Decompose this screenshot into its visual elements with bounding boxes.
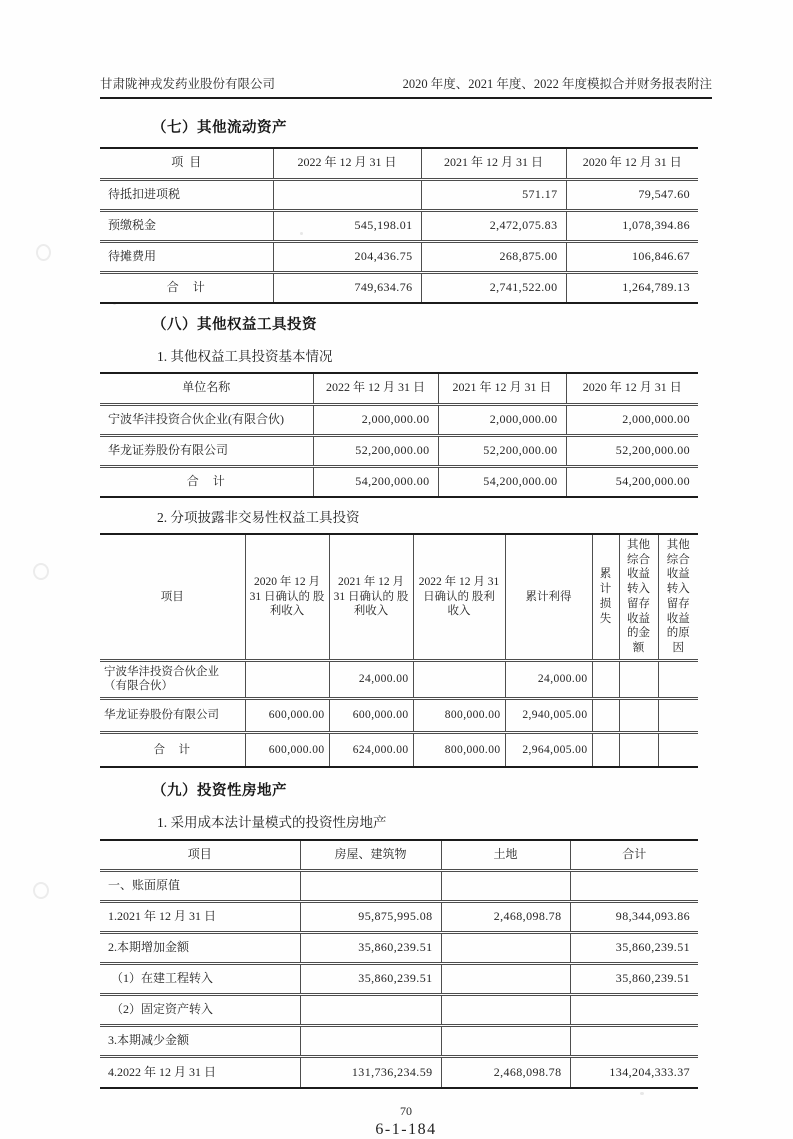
cell-value: 600,000.00	[245, 699, 329, 733]
cell-value: 24,000.00	[329, 660, 413, 698]
column-header: 2020 年 12 月 31 日	[566, 373, 698, 404]
section-heading-8: （八）其他权益工具投资	[152, 317, 317, 333]
section-heading-7: （七）其他流动资产	[152, 120, 287, 136]
cell-value	[441, 871, 570, 902]
cell-value: 2,472,075.83	[421, 210, 566, 241]
column-header: 2021 年 12 月 31 日确认的 股利收入	[329, 534, 413, 660]
page-number: 70	[400, 1103, 412, 1118]
table-row	[100, 179, 698, 210]
table-row	[100, 435, 698, 466]
company-name: 甘肃陇神戎发药业股份有限公司	[100, 77, 276, 91]
table-row	[100, 404, 698, 435]
cell-value	[273, 179, 421, 210]
table-row	[100, 1026, 698, 1057]
row-label: 华龙证券股份有限公司	[100, 435, 313, 466]
column-header: 2021 年 12 月 31 日	[421, 148, 566, 179]
document-header	[100, 74, 712, 99]
row-label: 宁波华沣投资合伙企业（有限合伙）	[100, 660, 245, 698]
cell-value	[619, 660, 658, 698]
cell-value: 2,000,000.00	[313, 404, 438, 435]
column-header: 2021 年 12 月 31 日	[438, 373, 566, 404]
cell-value: 52,200,000.00	[438, 435, 566, 466]
table-row	[100, 871, 698, 902]
cell-value: 624,000.00	[329, 733, 413, 767]
column-header: 房屋、建筑物	[300, 840, 441, 871]
row-label: 1.2021 年 12 月 31 日	[100, 902, 300, 933]
column-header: 2020 年 12 月 31 日确认的 股利收入	[245, 534, 329, 660]
column-header: 土地	[441, 840, 570, 871]
cell-value: 52,200,000.00	[313, 435, 438, 466]
row-label: 待摊费用	[100, 241, 273, 272]
cell-value: 600,000.00	[245, 733, 329, 767]
row-label: 4.2022 年 12 月 31 日	[100, 1057, 300, 1088]
cell-value: 54,200,000.00	[313, 466, 438, 497]
cell-value	[413, 660, 505, 698]
cell-value: 54,200,000.00	[438, 466, 566, 497]
table-row	[100, 995, 698, 1026]
row-label: 一、账面原值	[100, 871, 300, 902]
cell-value: 95,875,995.08	[300, 902, 441, 933]
table-row	[100, 933, 698, 964]
cell-value	[300, 1026, 441, 1057]
row-label: 合 计	[100, 272, 273, 303]
column-header: 项目	[100, 840, 300, 871]
column-header: 累计利得	[505, 534, 592, 660]
cell-value	[658, 699, 698, 733]
document-number: 6-1-184	[375, 1120, 437, 1138]
column-header: 2022 年 12 月 31 日	[313, 373, 438, 404]
row-label: 宁波华沣投资合伙企业(有限合伙)	[100, 404, 313, 435]
row-label: 2.本期增加金额	[100, 933, 300, 964]
header-row	[100, 840, 698, 871]
cell-value: 1,078,394.86	[566, 210, 698, 241]
table-row	[100, 660, 698, 698]
cell-value	[592, 733, 619, 767]
scan-artifact	[33, 882, 49, 899]
subsection-heading-8-2: 2. 分项披露非交易性权益工具投资	[157, 510, 360, 525]
column-header: 2022 年 12 月 31 日	[273, 148, 421, 179]
cell-value: 2,000,000.00	[566, 404, 698, 435]
cell-value	[300, 995, 441, 1026]
table-row	[100, 902, 698, 933]
cell-value: 2,468,098.78	[441, 1057, 570, 1088]
report-title: 2020 年度、2021 年度、2022 年度模拟合并财务报表附注	[402, 77, 712, 91]
cell-value: 106,846.67	[566, 241, 698, 272]
cell-value	[570, 1026, 698, 1057]
section-heading-9: （九）投资性房地产	[152, 782, 287, 799]
row-label: （1）在建工程转入	[100, 964, 300, 995]
cell-value: 2,468,098.78	[441, 902, 570, 933]
column-header: 项目	[100, 534, 245, 660]
cell-value: 79,547.60	[566, 179, 698, 210]
table-row	[100, 466, 698, 497]
page-content	[100, 74, 712, 1139]
cell-value: 35,860,239.51	[300, 933, 441, 964]
other-current-assets-table	[100, 147, 698, 304]
cell-value: 545,198.01	[273, 210, 421, 241]
scan-artifact	[36, 244, 51, 261]
row-label: 合 计	[100, 466, 313, 497]
column-header: 其他综合收益转入留存收益的原因	[658, 534, 698, 660]
table-row	[100, 964, 698, 995]
investment-property-table	[100, 839, 698, 1089]
cell-value: 24,000.00	[505, 660, 592, 698]
cell-value: 204,436.75	[273, 241, 421, 272]
cell-value: 35,860,239.51	[300, 964, 441, 995]
cell-value	[570, 871, 698, 902]
header-row	[100, 148, 698, 179]
cell-value: 2,940,005.00	[505, 699, 592, 733]
column-header: 其他综合收益转入留存收益的金额	[619, 534, 658, 660]
cell-value: 134,204,333.37	[570, 1057, 698, 1088]
cell-value: 131,736,234.59	[300, 1057, 441, 1088]
column-header: 单位名称	[100, 373, 313, 404]
cell-value	[592, 699, 619, 733]
subsection-heading-9-1: 1. 采用成本法计量模式的投资性房地产	[157, 814, 387, 830]
cell-value	[300, 871, 441, 902]
column-header: 合计	[570, 840, 698, 871]
cell-value: 749,634.76	[273, 272, 421, 303]
cell-value	[619, 733, 658, 767]
row-label: （2）固定资产转入	[100, 995, 300, 1026]
cell-value: 52,200,000.00	[566, 435, 698, 466]
cell-value: 35,860,239.51	[570, 933, 698, 964]
cell-value	[441, 995, 570, 1026]
cell-value: 54,200,000.00	[566, 466, 698, 497]
cell-value: 800,000.00	[413, 733, 505, 767]
cell-value	[658, 733, 698, 767]
non-trading-equity-table	[100, 533, 698, 768]
row-label: 待抵扣进项税	[100, 179, 273, 210]
scan-artifact	[33, 563, 49, 580]
cell-value	[658, 660, 698, 698]
table-row	[100, 699, 698, 733]
cell-value: 2,741,522.00	[421, 272, 566, 303]
cell-value	[245, 660, 329, 698]
row-label: 3.本期减少金额	[100, 1026, 300, 1057]
table-row	[100, 241, 698, 272]
cell-value	[441, 1026, 570, 1057]
cell-value: 2,000,000.00	[438, 404, 566, 435]
row-label: 预缴税金	[100, 210, 273, 241]
column-header: 项 目	[100, 148, 273, 179]
cell-value: 1,264,789.13	[566, 272, 698, 303]
table-row	[100, 1057, 698, 1088]
table-row	[100, 210, 698, 241]
column-header: 累计损失	[592, 534, 619, 660]
cell-value: 268,875.00	[421, 241, 566, 272]
row-label: 华龙证券股份有限公司	[100, 699, 245, 733]
cell-value	[619, 699, 658, 733]
cell-value: 98,344,093.86	[570, 902, 698, 933]
cell-value	[441, 964, 570, 995]
cell-value: 800,000.00	[413, 699, 505, 733]
subsection-heading-8-1: 1. 其他权益工具投资基本情况	[157, 349, 333, 364]
column-header: 2020 年 12 月 31 日	[566, 148, 698, 179]
cell-value	[592, 660, 619, 698]
table-row	[100, 272, 698, 303]
cell-value: 2,964,005.00	[505, 733, 592, 767]
cell-value	[570, 995, 698, 1026]
equity-investments-table	[100, 372, 698, 498]
column-header: 2022 年 12 月 31 日确认的 股利收入	[413, 534, 505, 660]
header-row	[100, 373, 698, 404]
header-row	[100, 534, 698, 660]
row-label: 合 计	[100, 733, 245, 767]
cell-value: 571.17	[421, 179, 566, 210]
cell-value: 600,000.00	[329, 699, 413, 733]
cell-value: 35,860,239.51	[570, 964, 698, 995]
table-row	[100, 733, 698, 767]
cell-value	[441, 933, 570, 964]
